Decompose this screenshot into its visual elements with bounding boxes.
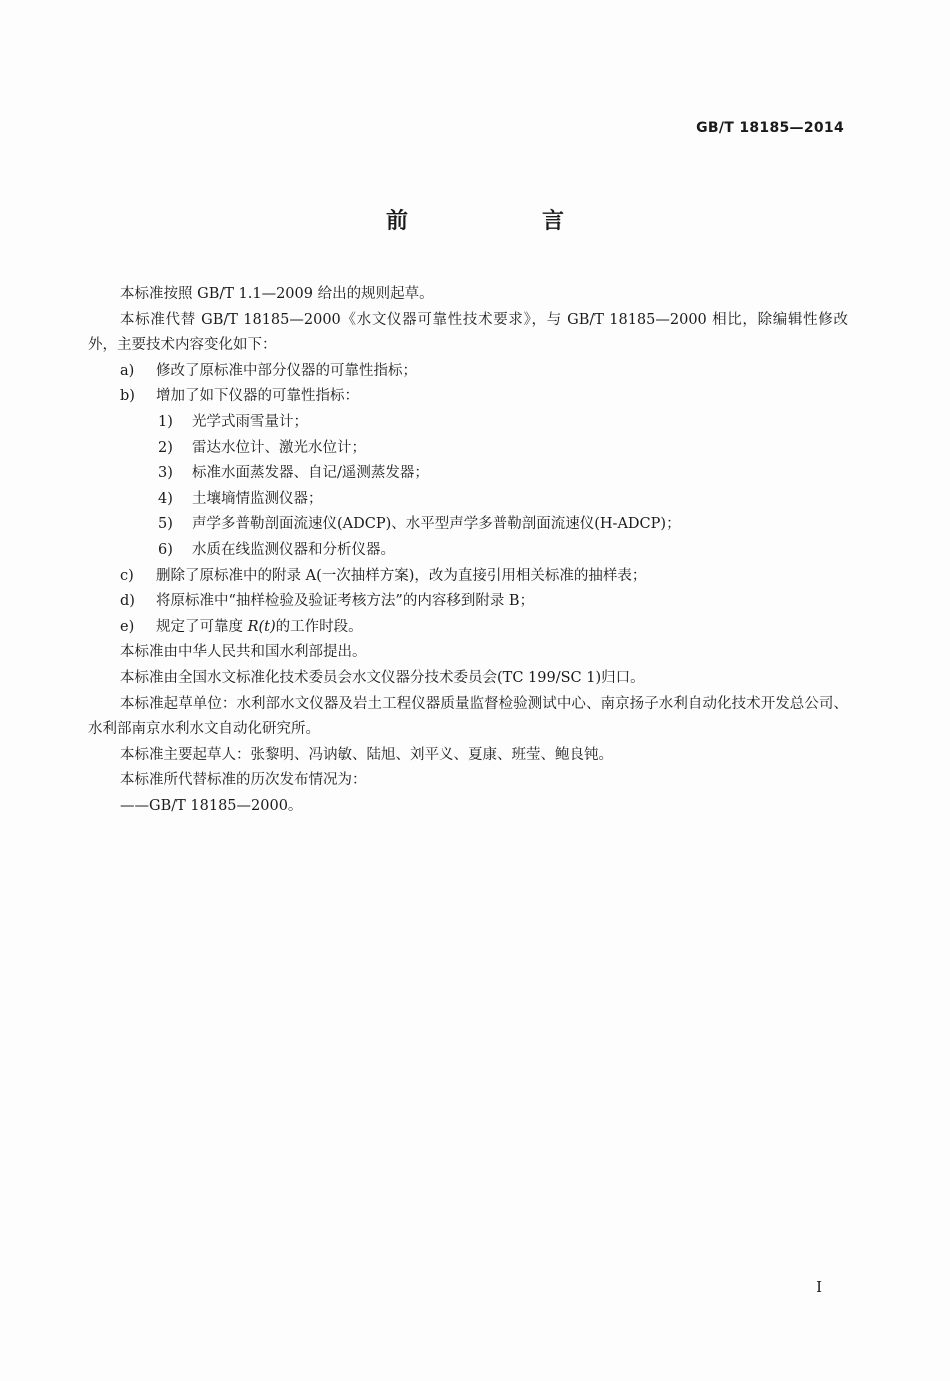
list-item-c <box>88 564 848 590</box>
list-marker: b) <box>120 388 135 405</box>
list-item-text: 增加了如下仪器的可靠性指标： <box>156 388 359 405</box>
list-item-text: 将原标准中“抽样检验及验证考核方法”的内容移到附录 B； <box>156 593 535 610</box>
sub-marker: 4) <box>158 490 173 507</box>
list-item-d <box>88 589 848 615</box>
sub-item-3 <box>88 461 848 487</box>
paragraph-drafting-units: 本标准起草单位：水利部水文仪器及岩土工程仪器质量监督检验测试中心、南京扬子水利自动化技术开发总公司、水利部南京水利水文自动化研究所。 <box>88 695 848 738</box>
foreword-body <box>88 282 848 819</box>
sub-item-text: 水质在线监测仪器和分析仪器。 <box>192 541 395 558</box>
sub-item-text: 雷达水位计、激光水位计； <box>192 439 366 456</box>
page-number: I <box>816 1278 822 1296</box>
page-title: 前 言 <box>385 209 620 234</box>
list-marker: c) <box>120 567 134 584</box>
sub-item-text: 光学式雨雪量计； <box>192 413 308 430</box>
text-before: 规定了可靠度 <box>156 618 248 635</box>
sub-marker: 2) <box>158 439 173 456</box>
history-item: ——GB/T 18185—2000。 <box>120 797 303 814</box>
list-marker: a) <box>120 362 135 379</box>
sub-item-4 <box>88 487 848 513</box>
sub-item-text: 声学多普勒剖面流速仪(ADCP)、水平型声学多普勒剖面流速仪(H-ADCP)； <box>192 516 681 533</box>
sub-item-5 <box>88 512 848 538</box>
list-item-e <box>88 615 848 641</box>
paragraph-committee: 本标准由全国水文标准化技术委员会水文仪器分技术委员会(TC 199/SC 1)归口。 <box>120 669 645 686</box>
paragraph-proposer: 本标准由中华人民共和国水利部提出。 <box>120 644 367 661</box>
sub-marker: 3) <box>158 465 173 482</box>
paragraph-drafters: 本标准主要起草人：张黎明、冯讷敏、陆旭、刘平义、夏康、班莹、鲍良钝。 <box>120 746 613 763</box>
list-item-a <box>88 359 848 385</box>
sub-item-1 <box>88 410 848 436</box>
list-marker: d) <box>120 593 135 610</box>
list-marker: e) <box>120 618 135 635</box>
paragraph-replacement: 本标准代替 GB/T 18185—2000《水文仪器可靠性技术要求》，与 GB/T 18185—2000 相比，除编辑性修改外，主要技术内容变化如下： <box>88 311 848 354</box>
text-after: 的工作时段。 <box>275 618 363 635</box>
sub-marker: 1) <box>158 413 173 430</box>
sub-item-6 <box>88 538 848 564</box>
list-item-text <box>156 615 363 641</box>
sub-item-2 <box>88 436 848 462</box>
list-item-text: 删除了原标准中的附录 A(一次抽样方案)，改为直接引用相关标准的抽样表； <box>156 567 647 584</box>
sub-marker: 6) <box>158 541 173 558</box>
sub-item-text: 标准水面蒸发器、自记/遥测蒸发器； <box>192 465 429 482</box>
paragraph-drafting-rules: 本标准按照 GB/T 1.1—2009 给出的规则起草。 <box>120 286 434 302</box>
sub-marker: 5) <box>158 516 173 533</box>
sub-item-text: 土壤墒情监测仪器； <box>192 490 323 507</box>
list-item-text: 修改了原标准中部分仪器的可靠性指标； <box>156 362 417 379</box>
reliability-symbol: R(t) <box>247 618 276 635</box>
paragraph-history: 本标准所代替标准的历次发布情况为： <box>120 772 367 789</box>
list-item-b <box>88 384 848 410</box>
standard-code: GB/T 18185—2014 <box>696 120 844 136</box>
